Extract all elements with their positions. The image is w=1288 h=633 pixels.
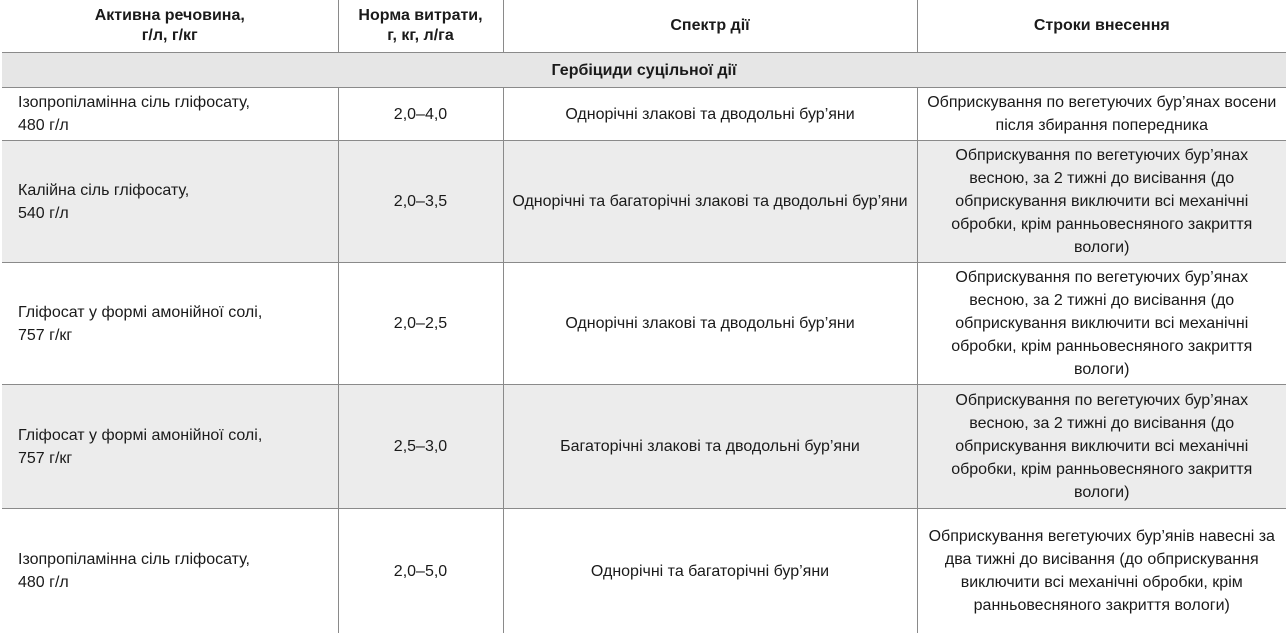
table-row [2,263,1286,385]
cell-substance: Гліфосат у формі амонійної солі, 757 г/кг [2,385,338,509]
header-spectrum: Спектр дії [503,0,917,53]
cell-timing: Обприскування вегетуючих бур’янів навесні за два тижні до висівання (до обприскування виключити всі механічні обробки, крім ранньовесняного закриття вологи) [917,509,1286,633]
herbicide-table [2,0,1286,633]
cell-substance: Гліфосат у формі амонійної солі, 757 г/кг [2,263,338,385]
cell-rate: 2,0–2,5 [338,263,503,385]
table-row [2,141,1286,263]
header-row [2,0,1286,53]
cell-substance: Ізопропіламінна сіль гліфосату, 480 г/л [2,509,338,633]
cell-rate: 2,0–3,5 [338,141,503,263]
cell-timing: Обприскування по вегетуючих бур’янах весною, за 2 тижні до висівання (до обприскування виключити всі механічні обробки, крім ранньовесняного закриття вологи) [917,385,1286,509]
cell-substance: Калійна сіль гліфосату, 540 г/л [2,141,338,263]
cell-spectrum: Однорічні злакові та дводольні бур’яни [503,263,917,385]
table-body [2,53,1286,633]
cell-rate: 2,0–4,0 [338,88,503,141]
header-application-rate: Норма витрати, г, кг, л/га [338,0,503,53]
table-row [2,509,1286,633]
cell-timing: Обприскування по вегетуючих бур’янах восени після збирання попередника [917,88,1286,141]
section-title: Гербіциди суцільної дії [2,53,1286,88]
cell-spectrum: Багаторічні злакові та дводольні бур’яни [503,385,917,509]
cell-spectrum: Однорічні та багаторічні злакові та дводольні бур’яни [503,141,917,263]
cell-spectrum: Однорічні та багаторічні бур’яни [503,509,917,633]
cell-timing: Обприскування по вегетуючих бур’янах весною, за 2 тижні до висівання (до обприскування виключити всі механічні обробки, крім ранньовесняного закриття вологи) [917,141,1286,263]
header-application-timing: Строки внесення [917,0,1286,53]
cell-rate: 2,0–5,0 [338,509,503,633]
cell-spectrum: Однорічні злакові та дводольні бур’яни [503,88,917,141]
table-row [2,88,1286,141]
table-header [2,0,1286,53]
cell-substance: Ізопропіламінна сіль гліфосату, 480 г/л [2,88,338,141]
cell-timing: Обприскування по вегетуючих бур’янах весною, за 2 тижні до висівання (до обприскування виключити всі механічні обробки, крім ранньовесняного закриття вологи) [917,263,1286,385]
section-row [2,53,1286,88]
table-row [2,385,1286,509]
header-active-substance: Активна речовина, г/л, г/кг [2,0,338,53]
cell-rate: 2,5–3,0 [338,385,503,509]
